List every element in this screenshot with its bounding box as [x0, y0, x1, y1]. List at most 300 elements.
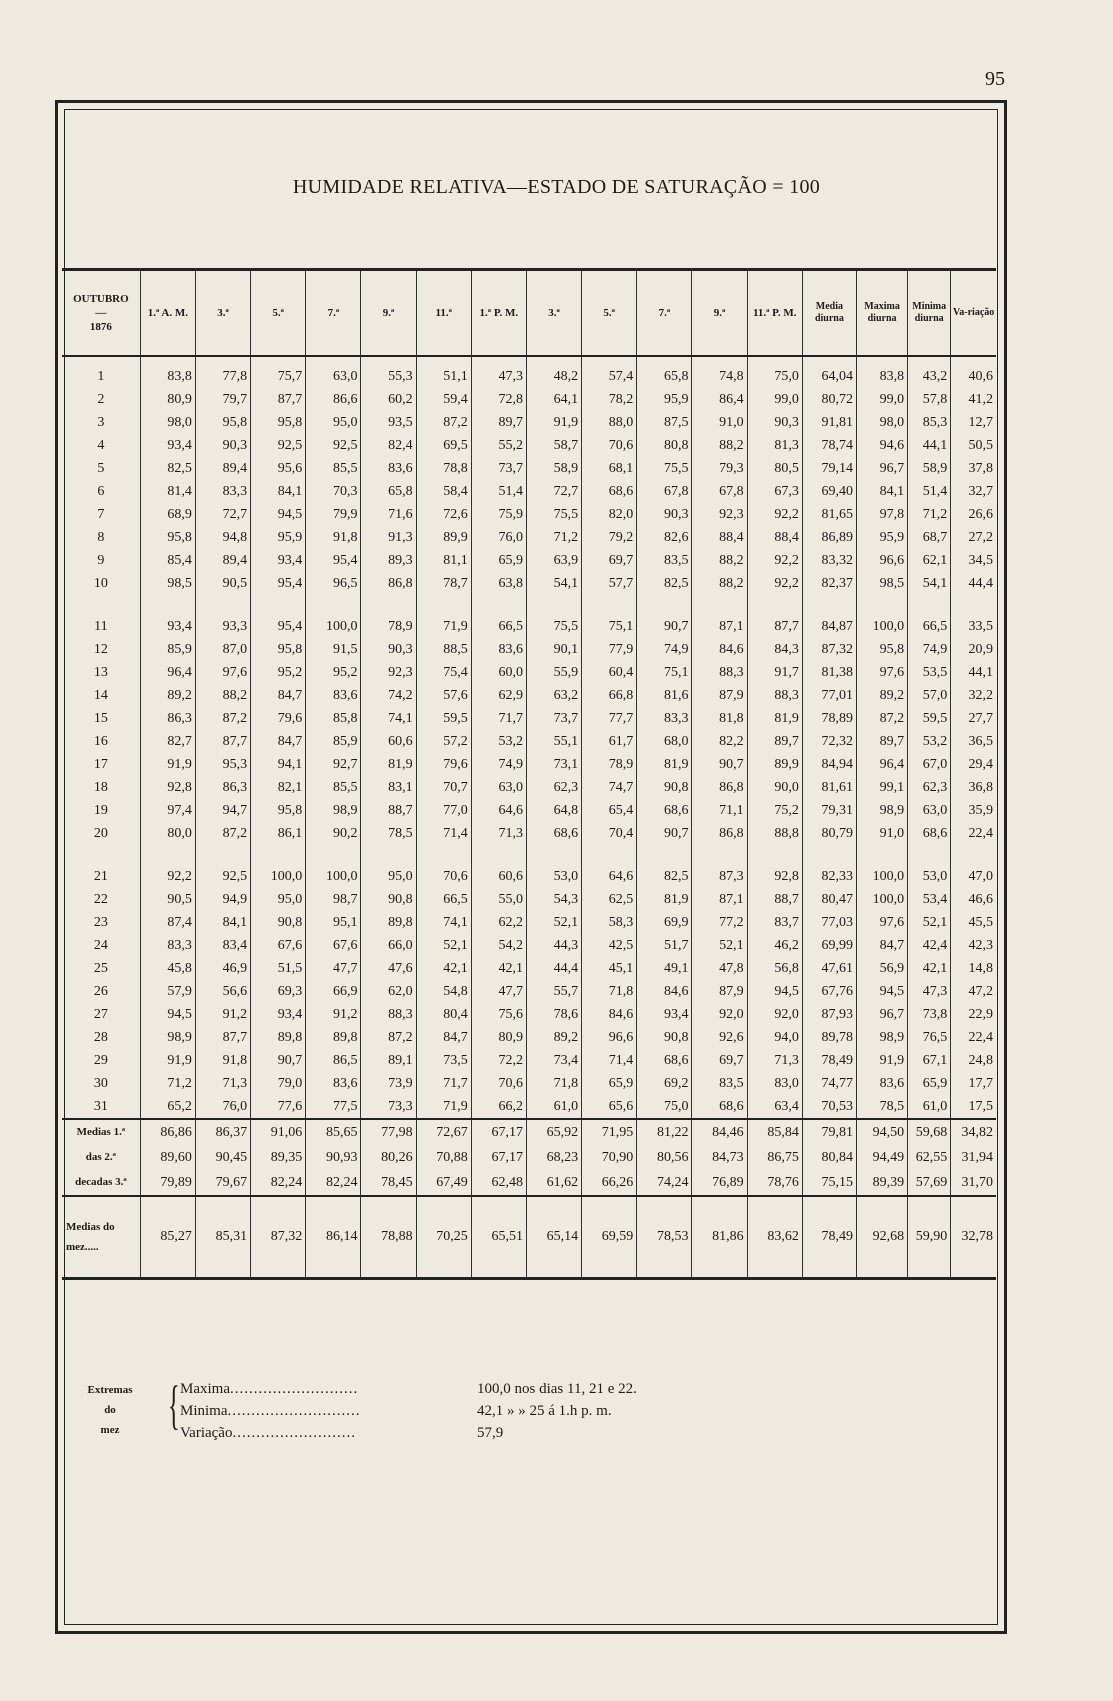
value-cell: 20,9 [951, 638, 996, 661]
value-cell: 87,32 [251, 1196, 306, 1279]
value-cell: 77,5 [306, 1095, 361, 1119]
day-number: 21 [93, 869, 108, 884]
value-cell: 71,3 [747, 1049, 802, 1072]
value-cell: 73,4 [526, 1049, 581, 1072]
value-cell: 93,4 [140, 434, 195, 457]
day-number: 20 [93, 826, 108, 841]
value-cell: 96,5 [306, 572, 361, 595]
day-row [62, 1072, 996, 1095]
decade-mean-label [62, 1145, 140, 1170]
value-cell: 86,75 [747, 1145, 802, 1170]
value-cell: 94,9 [195, 888, 250, 911]
value-cell: 90,5 [195, 572, 250, 595]
value-cell: 71,2 [140, 1072, 195, 1095]
spacer-cell [951, 845, 996, 865]
value-cell: 66,2 [471, 1095, 526, 1119]
value-cell: 42,4 [908, 934, 951, 957]
value-cell: 59,4 [416, 388, 471, 411]
spacer-cell [526, 595, 581, 615]
spacer-cell [526, 845, 581, 865]
value-cell: 83,5 [637, 549, 692, 572]
value-cell: 74,24 [637, 1170, 692, 1196]
value-cell: 72,6 [416, 503, 471, 526]
spacer-cell [582, 595, 637, 615]
value-cell: 87,3 [692, 865, 747, 888]
value-cell: 85,84 [747, 1119, 802, 1145]
value-cell: 82,33 [802, 865, 856, 888]
value-cell: 77,03 [802, 911, 856, 934]
value-cell: 78,8 [416, 457, 471, 480]
value-cell: 94,8 [195, 526, 250, 549]
value-cell: 83,6 [856, 1072, 907, 1095]
spacer-cell [361, 595, 416, 615]
value-cell: 70,6 [471, 1072, 526, 1095]
day-row [62, 434, 996, 457]
spacer-cell [195, 595, 250, 615]
value-cell: 73,7 [526, 707, 581, 730]
spacer-cell [306, 845, 361, 865]
spacer-cell [306, 595, 361, 615]
value-cell: 82,6 [637, 526, 692, 549]
value-cell: 83,6 [306, 684, 361, 707]
value-cell: 78,9 [582, 753, 637, 776]
value-cell: 47,6 [361, 957, 416, 980]
value-cell: 88,2 [692, 549, 747, 572]
value-cell: 84,94 [802, 753, 856, 776]
value-cell: 46,6 [951, 888, 996, 911]
value-cell: 85,3 [908, 411, 951, 434]
value-cell: 42,1 [471, 957, 526, 980]
value-cell: 70,90 [582, 1145, 637, 1170]
value-cell: 82,7 [140, 730, 195, 753]
header-row [62, 270, 996, 357]
value-cell: 79,6 [251, 707, 306, 730]
value-cell: 58,3 [582, 911, 637, 934]
value-cell: 57,7 [582, 572, 637, 595]
value-cell: 90,3 [361, 638, 416, 661]
value-cell: 81,9 [637, 888, 692, 911]
value-cell: 85,5 [306, 457, 361, 480]
value-cell: 17,5 [951, 1095, 996, 1119]
value-cell: 85,9 [306, 730, 361, 753]
spacer-cell [471, 356, 526, 365]
value-cell: 60,2 [361, 388, 416, 411]
day-row [62, 365, 996, 388]
value-cell: 66,5 [908, 615, 951, 638]
spacer-cell [251, 845, 306, 865]
value-cell: 95,0 [361, 865, 416, 888]
value-cell: 92,3 [692, 503, 747, 526]
value-cell: 87,2 [416, 411, 471, 434]
value-cell: 85,27 [140, 1196, 195, 1279]
value-cell: 60,6 [361, 730, 416, 753]
value-cell: 92,2 [747, 503, 802, 526]
value-cell: 73,7 [471, 457, 526, 480]
value-cell: 71,6 [361, 503, 416, 526]
value-cell: 73,1 [526, 753, 581, 776]
value-cell: 90,7 [251, 1049, 306, 1072]
value-cell: 81,4 [140, 480, 195, 503]
value-cell: 89,7 [747, 730, 802, 753]
value-cell: 95,8 [856, 638, 907, 661]
day-number: 3 [97, 415, 105, 430]
value-cell: 67,1 [908, 1049, 951, 1072]
value-cell: 74,77 [802, 1072, 856, 1095]
value-cell: 79,3 [692, 457, 747, 480]
value-cell: 89,7 [471, 411, 526, 434]
value-cell: 79,6 [416, 753, 471, 776]
spacer-cell [251, 356, 306, 365]
value-cell: 53,0 [908, 865, 951, 888]
day-number: 19 [93, 803, 108, 818]
extreme-row-name [180, 1378, 358, 1400]
value-cell: 67,0 [908, 753, 951, 776]
value-cell: 71,8 [526, 1072, 581, 1095]
value-cell: 87,7 [195, 1026, 250, 1049]
value-cell: 67,3 [747, 480, 802, 503]
value-cell: 32,2 [951, 684, 996, 707]
value-cell: 73,8 [908, 1003, 951, 1026]
spacer-row [62, 356, 996, 365]
value-cell: 92,0 [747, 1003, 802, 1026]
value-cell: 88,2 [692, 572, 747, 595]
value-cell: 95,4 [251, 615, 306, 638]
decade-mean-label-word: das [85, 1151, 102, 1163]
value-cell: 54,1 [908, 572, 951, 595]
value-cell: 77,8 [195, 365, 250, 388]
value-cell: 84,1 [195, 911, 250, 934]
value-cell: 70,6 [582, 434, 637, 457]
spacer-cell [62, 595, 140, 615]
value-cell: 75,5 [637, 457, 692, 480]
value-cell: 60,0 [471, 661, 526, 684]
value-cell: 89,8 [361, 911, 416, 934]
spacer-cell [195, 356, 250, 365]
extreme-value: 42,1 » » 25 á 1.h p. m. [477, 1403, 612, 1419]
day-number: 1 [97, 369, 105, 384]
spacer-cell [471, 595, 526, 615]
value-cell: 65,92 [526, 1119, 581, 1145]
spacer-cell [361, 845, 416, 865]
value-cell: 58,9 [526, 457, 581, 480]
value-cell: 84,7 [856, 934, 907, 957]
spacer-cell [908, 595, 951, 615]
spacer-cell [802, 595, 856, 615]
value-cell: 92,5 [195, 865, 250, 888]
value-cell: 72,2 [471, 1049, 526, 1072]
value-cell: 92,6 [692, 1026, 747, 1049]
value-cell: 59,5 [908, 707, 951, 730]
value-cell: 78,45 [361, 1170, 416, 1196]
value-cell: 88,3 [692, 661, 747, 684]
value-cell: 55,3 [361, 365, 416, 388]
value-cell: 44,4 [951, 572, 996, 595]
value-cell: 77,7 [582, 707, 637, 730]
spacer-cell [582, 845, 637, 865]
spacer-cell [747, 595, 802, 615]
value-cell: 94,5 [856, 980, 907, 1003]
value-cell: 75,0 [747, 365, 802, 388]
value-cell: 95,4 [306, 549, 361, 572]
value-cell: 96,6 [582, 1026, 637, 1049]
spacer-cell [416, 595, 471, 615]
value-cell: 89,60 [140, 1145, 195, 1170]
value-cell: 68,6 [637, 799, 692, 822]
day-row [62, 934, 996, 957]
value-cell: 89,9 [416, 526, 471, 549]
header-hour: 11.ª P. M. [747, 270, 802, 357]
value-cell: 69,40 [802, 480, 856, 503]
value-cell: 84,7 [251, 684, 306, 707]
value-cell: 84,7 [416, 1026, 471, 1049]
value-cell: 95,0 [251, 888, 306, 911]
value-cell: 68,6 [637, 1049, 692, 1072]
value-cell: 51,4 [471, 480, 526, 503]
value-cell: 95,1 [306, 911, 361, 934]
day-row [62, 911, 996, 934]
value-cell: 90,7 [692, 753, 747, 776]
value-cell: 100,0 [306, 615, 361, 638]
value-cell: 86,1 [251, 822, 306, 845]
extreme-name: Minima [180, 1403, 228, 1419]
value-cell: 81,8 [692, 707, 747, 730]
value-cell: 95,8 [195, 411, 250, 434]
value-cell: 83,0 [747, 1072, 802, 1095]
value-cell: 89,35 [251, 1145, 306, 1170]
value-cell: 79,81 [802, 1119, 856, 1145]
value-cell: 88,7 [361, 799, 416, 822]
value-cell: 59,90 [908, 1196, 951, 1279]
value-cell: 75,9 [471, 503, 526, 526]
value-cell: 68,6 [692, 1095, 747, 1119]
value-cell: 68,23 [526, 1145, 581, 1170]
extremes-label [80, 1380, 140, 1440]
value-cell: 85,9 [140, 638, 195, 661]
value-cell: 92,8 [140, 776, 195, 799]
value-cell: 47,0 [951, 865, 996, 888]
value-cell: 62,5 [582, 888, 637, 911]
value-cell: 69,3 [251, 980, 306, 1003]
value-cell: 24,8 [951, 1049, 996, 1072]
value-cell: 32,7 [951, 480, 996, 503]
value-cell: 91,3 [361, 526, 416, 549]
day-number: 25 [93, 961, 108, 976]
value-cell: 70,3 [306, 480, 361, 503]
spacer-cell [637, 595, 692, 615]
value-cell: 88,8 [747, 822, 802, 845]
value-cell: 75,5 [526, 503, 581, 526]
value-cell: 29,4 [951, 753, 996, 776]
value-cell: 62,55 [908, 1145, 951, 1170]
value-cell: 94,1 [251, 753, 306, 776]
value-cell: 56,9 [856, 957, 907, 980]
value-cell: 76,5 [908, 1026, 951, 1049]
value-cell: 83,62 [747, 1196, 802, 1279]
value-cell: 60,6 [471, 865, 526, 888]
value-cell: 63,0 [908, 799, 951, 822]
header-hour: 5.ª [582, 270, 637, 357]
value-cell: 57,8 [908, 388, 951, 411]
value-cell: 68,9 [140, 503, 195, 526]
value-cell: 75,1 [582, 615, 637, 638]
value-cell: 78,49 [802, 1196, 856, 1279]
value-cell: 67,49 [416, 1170, 471, 1196]
value-cell: 40,6 [951, 365, 996, 388]
value-cell: 22,4 [951, 822, 996, 845]
value-cell: 90,8 [251, 911, 306, 934]
value-cell: 80,9 [140, 388, 195, 411]
value-cell: 84,73 [692, 1145, 747, 1170]
spacer-cell [908, 845, 951, 865]
value-cell: 87,32 [802, 638, 856, 661]
value-cell: 44,1 [951, 661, 996, 684]
spacer-cell [361, 356, 416, 365]
value-cell: 86,6 [306, 388, 361, 411]
value-cell: 94,6 [856, 434, 907, 457]
value-cell: 51,7 [637, 934, 692, 957]
value-cell: 44,1 [908, 434, 951, 457]
value-cell: 42,3 [951, 934, 996, 957]
value-cell: 91,9 [140, 753, 195, 776]
header-hour: 9.ª [692, 270, 747, 357]
header-month-name: OUTUBRO [73, 293, 129, 305]
value-cell: 90,5 [140, 888, 195, 911]
spacer-cell [951, 595, 996, 615]
value-cell: 68,7 [908, 526, 951, 549]
value-cell: 71,3 [195, 1072, 250, 1095]
value-cell: 90,45 [195, 1145, 250, 1170]
day-number: 24 [93, 938, 108, 953]
value-cell: 74,2 [361, 684, 416, 707]
decade-mean-label [62, 1119, 140, 1145]
extreme-row-name [180, 1422, 356, 1444]
value-cell: 91,2 [306, 1003, 361, 1026]
value-cell: 62,1 [908, 549, 951, 572]
value-cell: 69,9 [637, 911, 692, 934]
day-number: 8 [97, 530, 105, 545]
value-cell: 86,89 [802, 526, 856, 549]
value-cell: 62,9 [471, 684, 526, 707]
value-cell: 90,2 [306, 822, 361, 845]
value-cell: 82,2 [692, 730, 747, 753]
value-cell: 100,0 [856, 888, 907, 911]
value-cell: 72,32 [802, 730, 856, 753]
extreme-name: Variação [180, 1425, 233, 1441]
value-cell: 57,0 [908, 684, 951, 707]
day-row [62, 822, 996, 845]
value-cell: 89,7 [856, 730, 907, 753]
header-hour: 9.ª [361, 270, 416, 357]
value-cell: 53,5 [908, 661, 951, 684]
value-cell: 74,9 [908, 638, 951, 661]
day-row [62, 1003, 996, 1026]
value-cell: 100,0 [306, 865, 361, 888]
value-cell: 79,9 [306, 503, 361, 526]
value-cell: 88,5 [416, 638, 471, 661]
value-cell: 54,1 [526, 572, 581, 595]
value-cell: 47,3 [908, 980, 951, 1003]
value-cell: 91,0 [692, 411, 747, 434]
value-cell: 67,17 [471, 1145, 526, 1170]
spacer-cell [692, 595, 747, 615]
value-cell: 42,5 [582, 934, 637, 957]
value-cell: 89,2 [140, 684, 195, 707]
value-cell: 79,14 [802, 457, 856, 480]
spacer-cell [140, 595, 195, 615]
extreme-dots: .......................... [232, 1425, 356, 1441]
value-cell: 92,7 [306, 753, 361, 776]
spacer-cell [908, 356, 951, 365]
value-cell: 64,1 [526, 388, 581, 411]
value-cell: 78,53 [637, 1196, 692, 1279]
value-cell: 90,8 [637, 1026, 692, 1049]
day-number: 6 [97, 484, 105, 499]
decade-mean-label [62, 1170, 140, 1196]
value-cell: 55,9 [526, 661, 581, 684]
value-cell: 96,4 [140, 661, 195, 684]
spacer-cell [856, 595, 907, 615]
value-cell: 86,37 [195, 1119, 250, 1145]
value-cell: 96,7 [856, 457, 907, 480]
value-cell: 79,67 [195, 1170, 250, 1196]
day-row [62, 661, 996, 684]
value-cell: 34,82 [951, 1119, 996, 1145]
value-cell: 65,2 [140, 1095, 195, 1119]
value-cell: 36,5 [951, 730, 996, 753]
value-cell: 67,8 [637, 480, 692, 503]
value-cell: 87,4 [140, 911, 195, 934]
value-cell: 69,99 [802, 934, 856, 957]
value-cell: 97,6 [195, 661, 250, 684]
day-row [62, 411, 996, 434]
value-cell: 27,2 [951, 526, 996, 549]
header-hour: 1.ª A. M. [140, 270, 195, 357]
value-cell: 89,4 [195, 549, 250, 572]
value-cell: 91,9 [140, 1049, 195, 1072]
value-cell: 94,7 [195, 799, 250, 822]
value-cell: 75,2 [747, 799, 802, 822]
value-cell: 17,7 [951, 1072, 996, 1095]
spacer-cell [856, 356, 907, 365]
value-cell: 99,0 [747, 388, 802, 411]
value-cell: 98,5 [856, 572, 907, 595]
value-cell: 78,49 [802, 1049, 856, 1072]
value-cell: 56,6 [195, 980, 250, 1003]
value-cell: 78,7 [416, 572, 471, 595]
value-cell: 55,7 [526, 980, 581, 1003]
value-cell: 92,8 [747, 865, 802, 888]
value-cell: 87,93 [802, 1003, 856, 1026]
value-cell: 47,8 [692, 957, 747, 980]
value-cell: 91,9 [526, 411, 581, 434]
value-cell: 62,3 [908, 776, 951, 799]
value-cell: 71,1 [692, 799, 747, 822]
value-cell: 87,7 [195, 730, 250, 753]
value-cell: 78,5 [856, 1095, 907, 1119]
value-cell: 80,26 [361, 1145, 416, 1170]
day-row [62, 753, 996, 776]
value-cell: 92,3 [361, 661, 416, 684]
value-cell: 68,6 [908, 822, 951, 845]
value-cell: 78,2 [582, 388, 637, 411]
value-cell: 89,39 [856, 1170, 907, 1196]
value-cell: 79,7 [195, 388, 250, 411]
day-row [62, 707, 996, 730]
value-cell: 79,31 [802, 799, 856, 822]
month-mean-label-line: Medias do [66, 1221, 115, 1233]
value-cell: 63,2 [526, 684, 581, 707]
value-cell: 83,3 [637, 707, 692, 730]
